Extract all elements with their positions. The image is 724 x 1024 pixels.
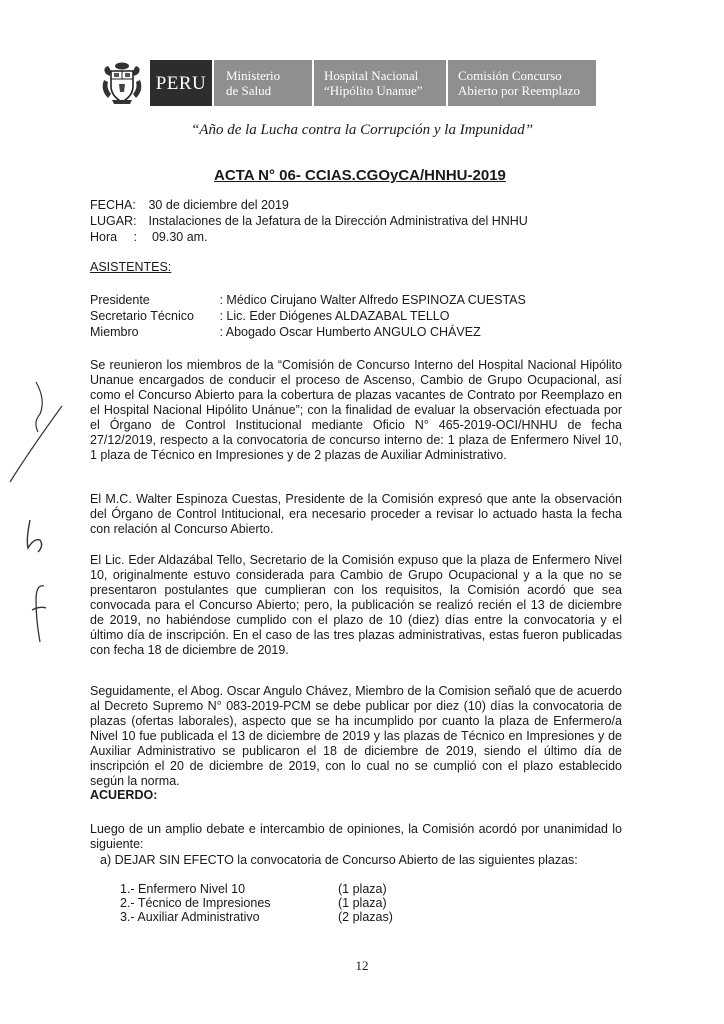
date-label: FECHA: xyxy=(90,198,136,212)
position-row xyxy=(120,910,393,924)
position-row xyxy=(120,882,387,896)
attendee-name: : Médico Cirujano Walter Alfredo ESPINOZA CUESTAS xyxy=(219,293,526,307)
position-label: 3.- Auxiliar Administrativo xyxy=(120,910,260,924)
document-title: ACTA N° 06- CCIAS.CGOyCA/HNHU-2019 xyxy=(214,167,506,184)
place-row xyxy=(90,214,528,228)
paragraph: Se reunieron los miembros de la “Comisión de Concurso Interno del Hospital Nacional Hipólito Unanue encargados de conducir el proceso de Ascenso, Cambio de Grupo Ocupacional, así como el Concurso Abierto para la cobertura de plazas vacantes de Contrato por Reemplazo en el Hospital Nacional Hipólito Unánue”; con la finalidad de evaluar la observación efectuada por el Órgano de Control Institucional mediante Oficio N° 465-2019-OCI/HNHU de fecha 27/12/2019, respecto a la convocatoria de concurso interno de: 1 plaza de Enfermero Nivel 10, 1 plaza de Técnico en Impresiones y de 2 plazas de Auxiliar Administrativo. xyxy=(90,358,622,462)
attendee-role: Secretario Técnico xyxy=(90,309,194,323)
place-value: Instalaciones de la Jefatura de la Dirección Administrativa del HNHU xyxy=(148,214,528,228)
coat-of-arms-icon xyxy=(98,60,146,106)
peru-label: PERU xyxy=(150,60,214,106)
place-label: LUGAR: xyxy=(90,214,137,228)
margin-signatures xyxy=(0,370,70,670)
position-label: 1.- Enfermero Nivel 10 xyxy=(120,882,246,896)
signature-stroke xyxy=(27,520,41,552)
attendees-heading: ASISTENTES: xyxy=(90,260,172,274)
attendee-row xyxy=(90,309,449,323)
commission-label: Comisión Concurso Abierto por Reemplazo xyxy=(448,60,596,106)
paragraph: El M.C. Walter Espinoza Cuestas, Presidente de la Comisión expresó que ante la observación del Órgano de Control Intitucional, era necesario proceder a revisar lo actuado hasta la fecha con relación al Concurso Abierto. xyxy=(90,492,622,536)
year-motto: “Año de la Lucha contra la Corrupción y la Impunidad” xyxy=(190,122,534,138)
agreement-item: a) DEJAR SIN EFECTO la convocatoria de Concurso Abierto de las siguientes plazas: xyxy=(100,853,578,867)
time-separator: : xyxy=(133,230,137,244)
signature-stroke xyxy=(32,586,46,642)
page-number: 12 xyxy=(355,958,369,973)
time-label: Hora xyxy=(90,230,118,244)
agreement-heading: ACUERDO: xyxy=(90,788,158,802)
date-value: 30 de diciembre del 2019 xyxy=(148,198,289,212)
attendee-row xyxy=(90,325,481,339)
agreement-intro: Luego de un amplio debate e intercambio de opiniones, la Comisión acordó por unanimidad lo siguiente: xyxy=(90,822,622,851)
time-row xyxy=(90,230,208,244)
position-row xyxy=(120,896,387,910)
attendee-role: Miembro xyxy=(90,325,139,339)
position-quantity: (2 plazas) xyxy=(338,910,393,924)
hospital-label: Hospital Nacional “Hipólito Unanue” xyxy=(314,60,448,106)
date-row xyxy=(90,198,289,212)
attendee-row xyxy=(90,293,526,307)
position-quantity: (1 plaza) xyxy=(338,896,387,910)
position-quantity: (1 plaza) xyxy=(338,882,387,896)
header-banner xyxy=(98,60,596,106)
attendee-name: : Lic. Eder Diógenes ALDAZABAL TELLO xyxy=(219,309,450,323)
signature-stroke xyxy=(10,406,62,482)
signature-stroke xyxy=(36,382,42,432)
attendee-role: Presidente xyxy=(90,293,150,307)
paragraph: El Lic. Eder Aldazábal Tello, Secretario de la Comisión expuso que la plaza de Enfermero Nivel 10, originalmente estuvo considerada para Cambio de Grupo Ocupacional y a la que no se presentaron postulantes que cumplieran con los requisitos, la Comisión acordó que sea convocada para el Concurso Abierto; pero, la publicación se realizó recién el 13 de diciembre de 2019, no habiéndose cumplido con el plazo de 10 (diez) días entre la convocatoria y el último día de inscripción. En el caso de las tres plazas administrativas, estas fueron publicadas con fecha 18 de diciembre de 2019. xyxy=(90,553,622,657)
time-value: 09.30 am. xyxy=(151,230,208,244)
ministry-label: Ministerio de Salud xyxy=(214,60,314,106)
attendee-name: : Abogado Oscar Humberto ANGULO CHÁVEZ xyxy=(219,325,481,339)
position-label: 2.- Técnico de Impresiones xyxy=(120,896,271,910)
paragraph: Seguidamente, el Abog. Oscar Angulo Chávez, Miembro de la Comision señaló que de acuerdo al Decreto Supremo N° 083-2019-PCM se debe publicar por diez (10) días la convocatoria de plazas (ofertas laborales), aspecto que se ha incumplido por cuanto la plaza de Enfermero/a Nivel 10 fue publicada el 13 de diciembre de 2019 y las plazas de Técnico en Impresiones y de Auxiliar Administrativo se publicaron el 18 de diciembre de 2019, siendo el último día de inscripción el 20 de diciembre de 2019, con lo cual no se cumplió con el plazo establecido según la norma. xyxy=(90,684,622,788)
